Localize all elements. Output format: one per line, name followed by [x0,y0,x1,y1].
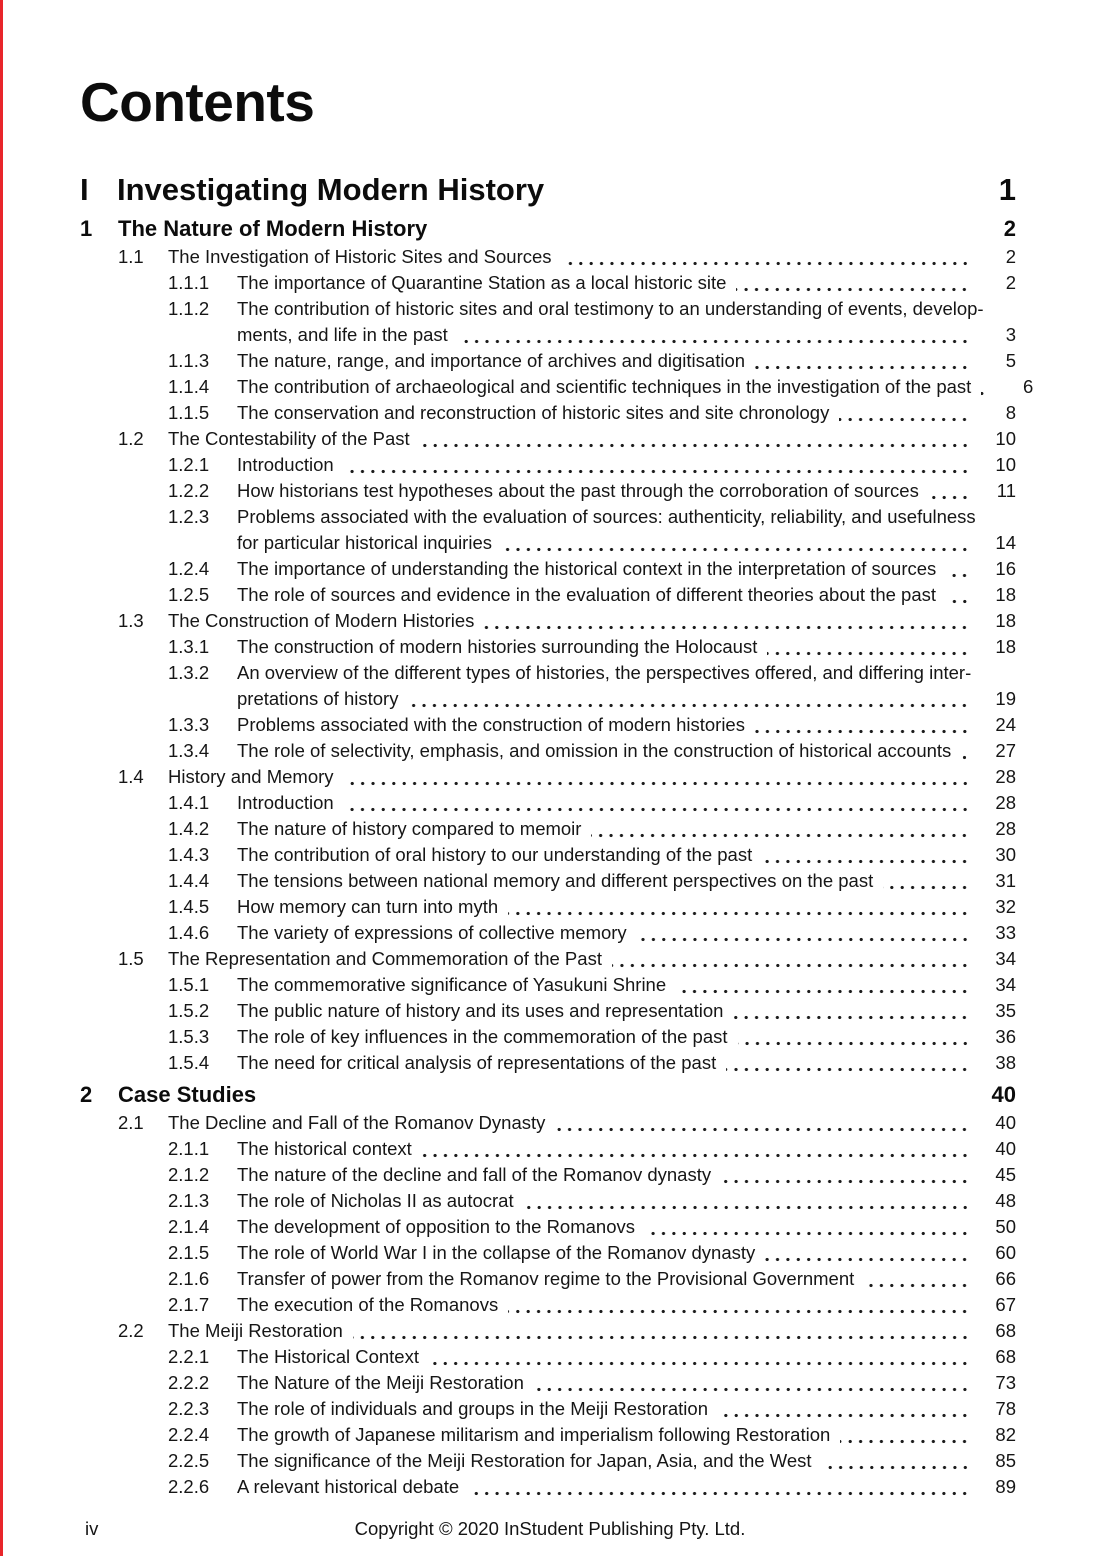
dot-leader [738,1030,970,1050]
toc-entry-title: The significance of the Meiji Restoration for Japan, Asia, and the West [237,1450,812,1471]
toc-entry-1.3.4 [80,738,1016,764]
toc-entry-1.4.3 [80,842,1016,868]
toc-entry-1.3.1 [80,634,1016,660]
dot-leader [508,900,970,920]
toc-entry-number: 1.5.3 [168,1026,210,1047]
toc-entry-title: The Investigation of Historic Sites and Sources [168,246,552,267]
toc-entry-2.2.1 [80,1344,1016,1370]
toc-entry-title-continued: pretations of history [237,688,399,709]
toc-entry-page: 34 [995,974,1016,995]
toc-entry-page: 24 [995,714,1016,735]
toc-entry-2.1.1 [80,1136,1016,1162]
toc-entry-number: 1.2 [118,428,144,449]
toc-entry-title: The tensions between national memory and different perspectives on the past [237,870,874,891]
toc-entry-number: 2.1 [118,1112,144,1133]
toc-entry-1.3.3 [80,712,1016,738]
toc-entry-number: 1.3.4 [168,740,210,761]
toc-entry-title: An overview of the different types of histories, the perspectives offered, and differing inter- [237,662,972,683]
dot-leader [637,926,970,946]
toc-entry-page: 32 [995,896,1016,917]
toc-entry-number: 1.3.2 [168,662,210,683]
toc-entry-title: Introduction [237,454,334,475]
footer-copyright: Copyright © 2020 InStudent Publishing Pty. Ltd. [354,1518,746,1539]
toc-entry-number: 1.1 [118,246,144,267]
toc-entry-title: A relevant historical debate [237,1476,460,1497]
toc-entry-number: 1.4.3 [168,844,210,865]
toc-entry-number: 1.1.2 [168,298,210,319]
dot-leader [591,822,970,842]
toc-entry-page: 36 [995,1026,1016,1047]
dot-leader [726,1056,970,1076]
toc-entry-title: The execution of the Romanovs [237,1294,499,1315]
toc-entry-page: 2 [1005,272,1016,293]
toc-entry-page: 82 [995,1424,1016,1445]
toc-entry-title: The Construction of Modern Histories [168,610,475,631]
toc-entry-1.1.1 [80,270,1016,296]
toc-entry-1 [80,214,1016,244]
dot-leader [840,1428,970,1448]
dot-leader [458,328,970,348]
toc-entry-1.2.4 [80,556,1016,582]
dot-leader [736,276,970,296]
toc-entry-title-continued: for particular historical inquiries [237,532,492,553]
toc-entry-number: 2.1.7 [168,1294,210,1315]
toc-entry-page: 33 [995,922,1016,943]
toc-entry-title-continued: ments, and life in the past [237,324,448,345]
toc-entry-number: 1.2.2 [168,480,210,501]
toc-entry-number: 1.5.4 [168,1052,210,1073]
toc-entry-title: The Representation and Commemoration of the Past [168,948,602,969]
dot-leader [645,1220,970,1240]
toc-entry-page: 10 [995,454,1016,475]
toc-entry-title: The contribution of archaeological and scientific techniques in the investigation of the past [237,376,972,397]
toc-entry-title: History and Memory [168,766,334,787]
toc-entry-number: 1.1.4 [168,376,210,397]
toc-entry-page: 50 [995,1216,1016,1237]
toc-entry-page: 10 [995,428,1016,449]
toc-entry-1.2.5 [80,582,1016,608]
toc-entry-1.3 [80,608,1016,634]
toc-entry-page: 48 [995,1190,1016,1211]
dot-leader [408,692,970,712]
toc-entry-page: 6 [1023,376,1034,397]
toc-entry-1.5.3 [80,1024,1016,1050]
toc-entry-1.1 [80,244,1016,270]
dot-leader [344,770,970,790]
toc-entry-title: The conservation and reconstruction of historic sites and site chronology [237,402,830,423]
toc-entry-2.1 [80,1110,1016,1136]
toc-entry-1.2.2 [80,478,1016,504]
toc-entry-number: 1.5.1 [168,974,210,995]
toc-entry-page: 67 [995,1294,1016,1315]
dot-leader [524,1194,970,1214]
toc-entry-1.5.4 [80,1050,1016,1076]
dot-leader [420,432,970,452]
dot-leader [344,458,970,478]
dot-leader [353,1324,970,1344]
toc-entry-number: 1.2.3 [168,506,210,527]
toc-entry-number: 2.2.3 [168,1398,210,1419]
toc-entry-number: 1 [80,216,93,241]
toc-entry-number: 1.1.3 [168,350,210,371]
toc-entry-number: 2.1.5 [168,1242,210,1263]
toc-entry-number: 2.2.4 [168,1424,210,1445]
toc-entry-1.1.2-continued [80,322,1016,348]
toc-entry-number: 2.1.4 [168,1216,210,1237]
toc-entry-title: How memory can turn into myth [237,896,499,917]
toc-entry-1.5.2 [80,998,1016,1024]
dot-leader [469,1480,970,1500]
toc-entry-page: 40 [995,1112,1016,1133]
dot-leader [755,354,970,374]
toc-entry-1.2.3 [80,504,1016,530]
toc-entry-page: 78 [995,1398,1016,1419]
toc-entry-number: I [80,172,89,207]
toc-entry-number: 2 [80,1082,93,1107]
dot-leader [864,1272,970,1292]
toc-entry-title: The role of key influences in the commemoration of the past [237,1026,728,1047]
toc-entry-title: The role of selectivity, emphasis, and omission in the construction of historical accounts [237,740,952,761]
toc-entry-number: 1.5 [118,948,144,969]
toc-entry-title: The Meiji Restoration [168,1320,343,1341]
toc-entry-page: 73 [995,1372,1016,1393]
toc-entry-number: 1.4.6 [168,922,210,943]
toc-entry-number: 1.4.2 [168,818,210,839]
dot-leader [733,1004,970,1024]
toc-entry-page: 2 [1005,246,1016,267]
toc-entry-number: 1.1.5 [168,402,210,423]
toc-entry-2.1.6 [80,1266,1016,1292]
toc-entry-title: The public nature of history and its uses and representation [237,1000,724,1021]
toc-entry-title: Problems associated with the construction of modern histories [237,714,745,735]
dot-leader [484,614,970,634]
toc-entry-1.4.4 [80,868,1016,894]
toc-entry-page: 18 [995,636,1016,657]
toc-entry-1.4.6 [80,920,1016,946]
toc-entry-number: 2.1.3 [168,1190,210,1211]
toc-entry-1.2 [80,426,1016,452]
toc-entry-title: How historians test hypotheses about the past through the corroboration of sources [237,480,919,501]
toc-entry-title: Problems associated with the evaluation of sources: authenticity, reliability, and usefulness [237,506,976,527]
toc-entry-1.1.2 [80,296,1016,322]
toc-entry-title: Transfer of power from the Romanov regime to the Provisional Government [237,1268,855,1289]
toc-entry-title: The nature of history compared to memoir [237,818,582,839]
toc-entry-page: 18 [995,584,1016,605]
toc-page [80,0,1034,1500]
toc-entry-page: 85 [995,1450,1016,1471]
toc-entry-1.4.1 [80,790,1016,816]
toc-entry-title: The need for critical analysis of representations of the past [237,1052,717,1073]
toc-entry-page: 28 [995,818,1016,839]
toc-entry-title: The variety of expressions of collective memory [237,922,627,943]
toc-entry-page: 28 [995,792,1016,813]
toc-entry-page: 3 [1005,324,1016,345]
toc-entry-title: Introduction [237,792,334,813]
toc-entry-number: 2.2.2 [168,1372,210,1393]
toc-entry-title: The construction of modern histories surrounding the Holocaust [237,636,758,657]
toc-entry-number: 1.4.4 [168,870,210,891]
toc-entry-page: 68 [995,1320,1016,1341]
toc-entry-title: Investigating Modern History [117,172,545,207]
dot-leader [946,588,970,608]
toc-entry-1.4.2 [80,816,1016,842]
red-edge-line [0,0,3,1556]
toc-entry-page: 14 [995,532,1016,553]
dot-leader [534,1376,970,1396]
toc-entry-number: 1.2.4 [168,558,210,579]
toc-entry-page: 38 [995,1052,1016,1073]
dot-leader [946,562,970,582]
dot-leader [508,1298,970,1318]
toc-entry-2.1.7 [80,1292,1016,1318]
toc-entry-title: The development of opposition to the Romanovs [237,1216,635,1237]
toc-entry-1.5.1 [80,972,1016,998]
page-footer [0,1516,1100,1542]
toc-entry-1.3.2-continued [80,686,1016,712]
toc-entry-page: 11 [996,480,1016,501]
dot-leader [767,640,970,660]
toc-entry-page: 45 [995,1164,1016,1185]
toc-entry-title: The importance of understanding the historical context in the interpretation of sources [237,558,937,579]
toc-entry-page: 28 [995,766,1016,787]
toc-entry-1.2.3-continued [80,530,1016,556]
toc-entry-2.1.4 [80,1214,1016,1240]
toc-entry-title: The nature of the decline and fall of the Romanov dynasty [237,1164,712,1185]
toc-entry-title: The role of World War I in the collapse of the Romanov dynasty [237,1242,756,1263]
toc-entry-number: 2.1.1 [168,1138,210,1159]
toc-entry-title: The contribution of oral history to our understanding of the past [237,844,753,865]
dot-leader [755,718,970,738]
toc-entry-1.4.5 [80,894,1016,920]
toc-entry-number: 1.4.5 [168,896,210,917]
toc-entry-number: 1.3.1 [168,636,210,657]
toc-entry-title: The role of individuals and groups in the Meiji Restoration [237,1398,708,1419]
dot-leader [676,978,970,998]
toc-entry-2.2.3 [80,1396,1016,1422]
toc-entry-page: 8 [1005,402,1016,423]
toc-entry-1.4 [80,764,1016,790]
toc-entry-number: 2.1.2 [168,1164,210,1185]
toc-entry-1.1.3 [80,348,1016,374]
dot-leader [344,796,970,816]
toc-entry-1.1.5 [80,400,1016,426]
toc-entry-title: The role of Nicholas II as autocrat [237,1190,514,1211]
toc-entry-1.2.1 [80,452,1016,478]
dot-leader [502,536,970,556]
toc-entry-2.1.2 [80,1162,1016,1188]
toc-entry-page: 1 [998,172,1016,207]
dot-leader [981,380,987,400]
toc-entry-page: 18 [995,610,1016,631]
toc [80,170,1034,1500]
toc-entry-page: 30 [995,844,1016,865]
dot-leader [422,1142,970,1162]
dot-leader [429,1350,970,1370]
toc-entry-number: 1.5.2 [168,1000,210,1021]
toc-entry-2 [80,1080,1016,1110]
toc-entry-2.1.5 [80,1240,1016,1266]
toc-entry-page: 16 [995,558,1016,579]
toc-entry-number: 1.3 [118,610,144,631]
dot-leader [839,406,970,426]
toc-entry-page: 40 [995,1138,1016,1159]
toc-entry-title: The growth of Japanese militarism and imperialism following Restoration [237,1424,831,1445]
toc-entry-title: The Decline and Fall of the Romanov Dynasty [168,1112,546,1133]
page-title: Contents [80,71,315,133]
toc-entry-number: 1.2.1 [168,454,210,475]
toc-entry-title: The Nature of Modern History [118,216,428,241]
toc-entry-2.2 [80,1318,1016,1344]
toc-entry-1.5 [80,946,1016,972]
toc-entry-title: The commemorative significance of Yasukuni Shrine [237,974,667,995]
toc-entry-title: The nature, range, and importance of archives and digitisation [237,350,746,371]
toc-entry-page: 19 [995,688,1016,709]
toc-entry-number: 2.1.6 [168,1268,210,1289]
toc-entry-title: The Nature of the Meiji Restoration [237,1372,524,1393]
toc-entry-title: The role of sources and evidence in the evaluation of different theories about the past [237,584,937,605]
toc-entry-1.1.4 [80,374,1034,400]
toc-entry-number: 1.1.1 [168,272,210,293]
toc-entry-title: The importance of Quarantine Station as a local historic site [237,272,727,293]
toc-entry-title: The Historical Context [237,1346,419,1367]
toc-entry-page: 68 [995,1346,1016,1367]
toc-entry-page: 40 [991,1082,1016,1107]
toc-entry-page: 5 [1005,350,1016,371]
dot-leader [961,744,970,764]
dot-leader [612,952,970,972]
toc-entry-number: 1.4.1 [168,792,210,813]
toc-entry-number: 1.3.3 [168,714,210,735]
toc-entry-page: 2 [1003,216,1016,241]
toc-entry-title: The historical context [237,1138,412,1159]
toc-entry-I [80,170,1016,210]
dot-leader [822,1454,971,1474]
dot-leader [762,848,970,868]
dot-leader [929,484,970,504]
dot-leader [555,1116,970,1136]
toc-entry-2.2.5 [80,1448,1016,1474]
dot-leader [883,874,970,894]
toc-entry-page: 66 [995,1268,1016,1289]
toc-entry-page: 34 [995,948,1016,969]
toc-entry-2.2.6 [80,1474,1016,1500]
dot-leader [718,1402,970,1422]
toc-entry-2.2.4 [80,1422,1016,1448]
toc-entry-page: 35 [995,1000,1016,1021]
toc-entry-title: The contribution of historic sites and oral testimony to an understanding of events, develop- [237,298,984,319]
toc-entry-number: 2.2 [118,1320,144,1341]
toc-entry-page: 27 [995,740,1016,761]
toc-entry-number: 1.2.5 [168,584,210,605]
toc-entry-title: Case Studies [118,1082,257,1107]
toc-entry-number: 2.2.1 [168,1346,210,1367]
dot-leader [765,1246,970,1266]
toc-entry-2.2.2 [80,1370,1016,1396]
dot-leader [562,250,970,270]
toc-entry-2.1.3 [80,1188,1016,1214]
footer-page-number: iv [85,1518,99,1539]
toc-entry-page: 60 [995,1242,1016,1263]
toc-entry-title: The Contestability of the Past [168,428,410,449]
toc-entry-1.3.2 [80,660,1016,686]
toc-entry-number: 2.2.5 [168,1450,210,1471]
dot-leader [721,1168,970,1188]
toc-entry-number: 2.2.6 [168,1476,210,1497]
toc-entry-page: 31 [995,870,1016,891]
toc-entry-page: 89 [995,1476,1016,1497]
toc-entry-number: 1.4 [118,766,144,787]
